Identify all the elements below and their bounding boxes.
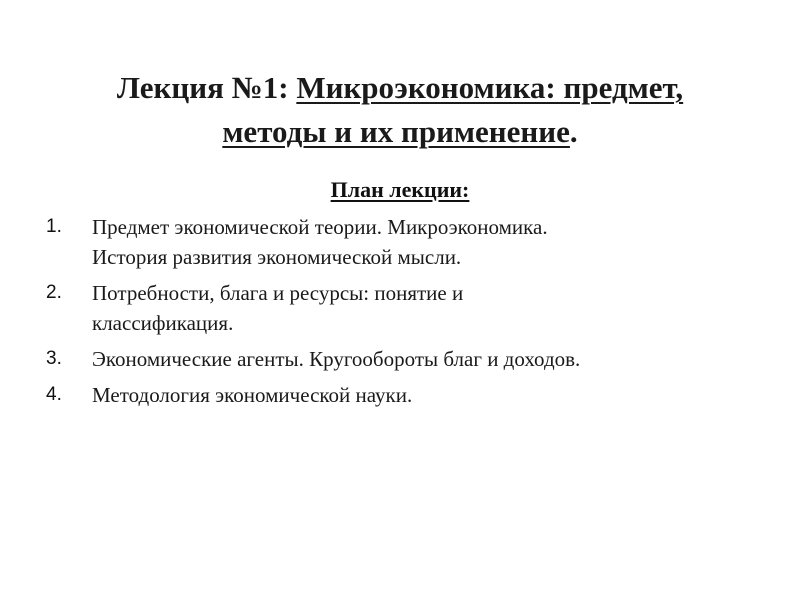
plan-item-line1: Экономические агенты. Кругообороты благ и доходов. xyxy=(92,347,581,371)
plan-item-text xyxy=(92,344,580,374)
plan-heading: План лекции: xyxy=(330,177,470,202)
plan-item-4 xyxy=(46,380,746,410)
plan-item-number: 2. xyxy=(46,282,62,303)
title-suffix: . xyxy=(569,114,578,149)
plan-item-line1: Методология экономической науки. xyxy=(92,383,413,407)
plan-item-1 xyxy=(46,212,746,272)
plan-item-2 xyxy=(46,278,746,338)
plan-item-text xyxy=(92,278,463,338)
plan-list xyxy=(46,212,746,416)
title-prefix: Лекция №1: xyxy=(116,70,297,105)
title-topic-line1: Микроэкономика: предмет, xyxy=(296,70,684,105)
plan-item-number: 1. xyxy=(46,216,62,237)
plan-item-number: 4. xyxy=(46,384,62,405)
title-topic-line2: методы и их применение xyxy=(222,114,570,149)
plan-item-line2: классификация. xyxy=(92,311,234,335)
plan-item-line1: Предмет экономической теории. Микроэкономика. xyxy=(92,215,548,239)
plan-item-line1: Потребности, блага и ресурсы: понятие и xyxy=(92,281,464,305)
plan-item-text xyxy=(92,380,412,410)
lecture-title xyxy=(40,66,760,154)
plan-item-3 xyxy=(46,344,746,374)
plan-item-number: 3. xyxy=(46,348,62,369)
plan-item-line2: История развития экономической мысли. xyxy=(92,245,462,269)
plan-item-text xyxy=(92,212,548,272)
